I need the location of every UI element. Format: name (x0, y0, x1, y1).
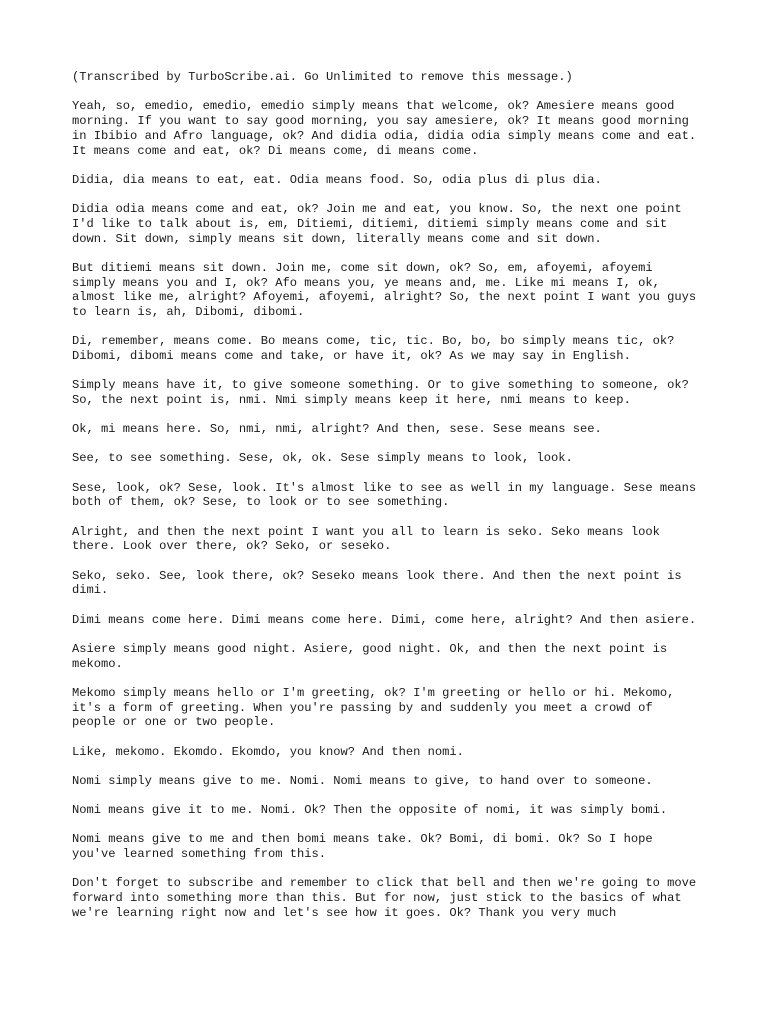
paragraph: Nomi means give to me and then bomi means take. Ok? Bomi, di bomi. Ok? So I hope you've learned something from this. (72, 832, 653, 861)
paragraph: Don't forget to subscribe and remember to click that bell and then we're going to move forward into something more than this. But for now, just stick to the basics of what we're learning right now and let's see how it goes. Ok? Thank you very much (72, 876, 697, 920)
paragraph: Yeah, so, emedio, emedio, emedio simply means that welcome, ok? Amesiere means good morning. If you want to say good morning, you say amesiere, ok? It means good morning in Ibibio and Afro language, ok? And didia odia, didia odia simply means come and eat. It means come and eat, ok? Di means come, di means come. (72, 99, 697, 158)
paragraph: Simply means have it, to give someone something. Or to give something to someone, ok? So, the next point is, nmi. Nmi simply means keep it here, nmi means to keep. (72, 378, 689, 408)
paragraph: Mekomo simply means hello or I'm greeting, ok? I'm greeting or hello or hi. Mekomo, it's a form of greeting. When you're passing by and suddenly you meet a crowd of people or one or two people. (72, 685, 675, 730)
paragraph: But ditiemi means sit down. Join me, come sit down, ok? So, em, afoyemi, afoyemi simply means you and I, ok? Afo means you, ye means and, me. Like mi means I, ok, almost like me, alright? Afoyemi, afoyemi, alright? So, the next point I want you guys to learn is, ah, Dibomi, dibomi. (72, 260, 697, 320)
paragraph: Like, mekomo. Ekomdo. Ekomdo, you know? And then nomi. (72, 744, 464, 759)
paragraph: Nomi means give it to me. Nomi. Ok? Then the opposite of nomi, it was simply bomi. (72, 802, 668, 817)
paragraph: Di, remember, means come. Bo means come, tic, tic. Bo, bo, bo simply means tic, ok? Dibomi, dibomi means come and take, or have it, ok? As we may say in English. (72, 334, 675, 364)
paragraph: Didia odia means come and eat, ok? Join me and eat, you know. So, the next one point I'd like to talk about is, em, Ditiemi, ditiemi, ditiemi simply means come and sit down. Sit down, simply means sit down, literally means come and sit down. (72, 201, 682, 246)
paragraph: Asiere simply means good night. Asiere, good night. Ok, and then the next point is mekomo. (72, 641, 668, 671)
paragraph: Didia, dia means to eat, eat. Odia means food. So, odia plus di plus dia. (72, 172, 602, 187)
paragraph: Dimi means come here. Dimi means come here. Dimi, come here, alright? And then asiere. (72, 612, 697, 627)
paragraph: See, to see something. Sese, ok, ok. Sese simply means to look, look. (72, 451, 573, 466)
paragraph: Ok, mi means here. So, nmi, nmi, alright? And then, sese. Sese means see. (72, 422, 602, 437)
paragraph: Seko, seko. See, look there, ok? Seseko means look there. And then the next point is dimi. (72, 568, 682, 598)
paragraph: Sese, look, ok? Sese, look. It's almost like to see as well in my language. Sese means both of them, ok? Sese, to look or to see something. (72, 480, 697, 510)
paragraph: Nomi simply means give to me. Nomi. Nomi means to give, to hand over to someone. (72, 773, 653, 788)
paragraph: Alright, and then the next point I want you all to learn is seko. Seko means look there. Look over there, ok? Seko, or seseko. (72, 524, 660, 554)
transcription-notice: (Transcribed by TurboScribe.ai. Go Unlimited to remove this message.) (72, 70, 573, 84)
